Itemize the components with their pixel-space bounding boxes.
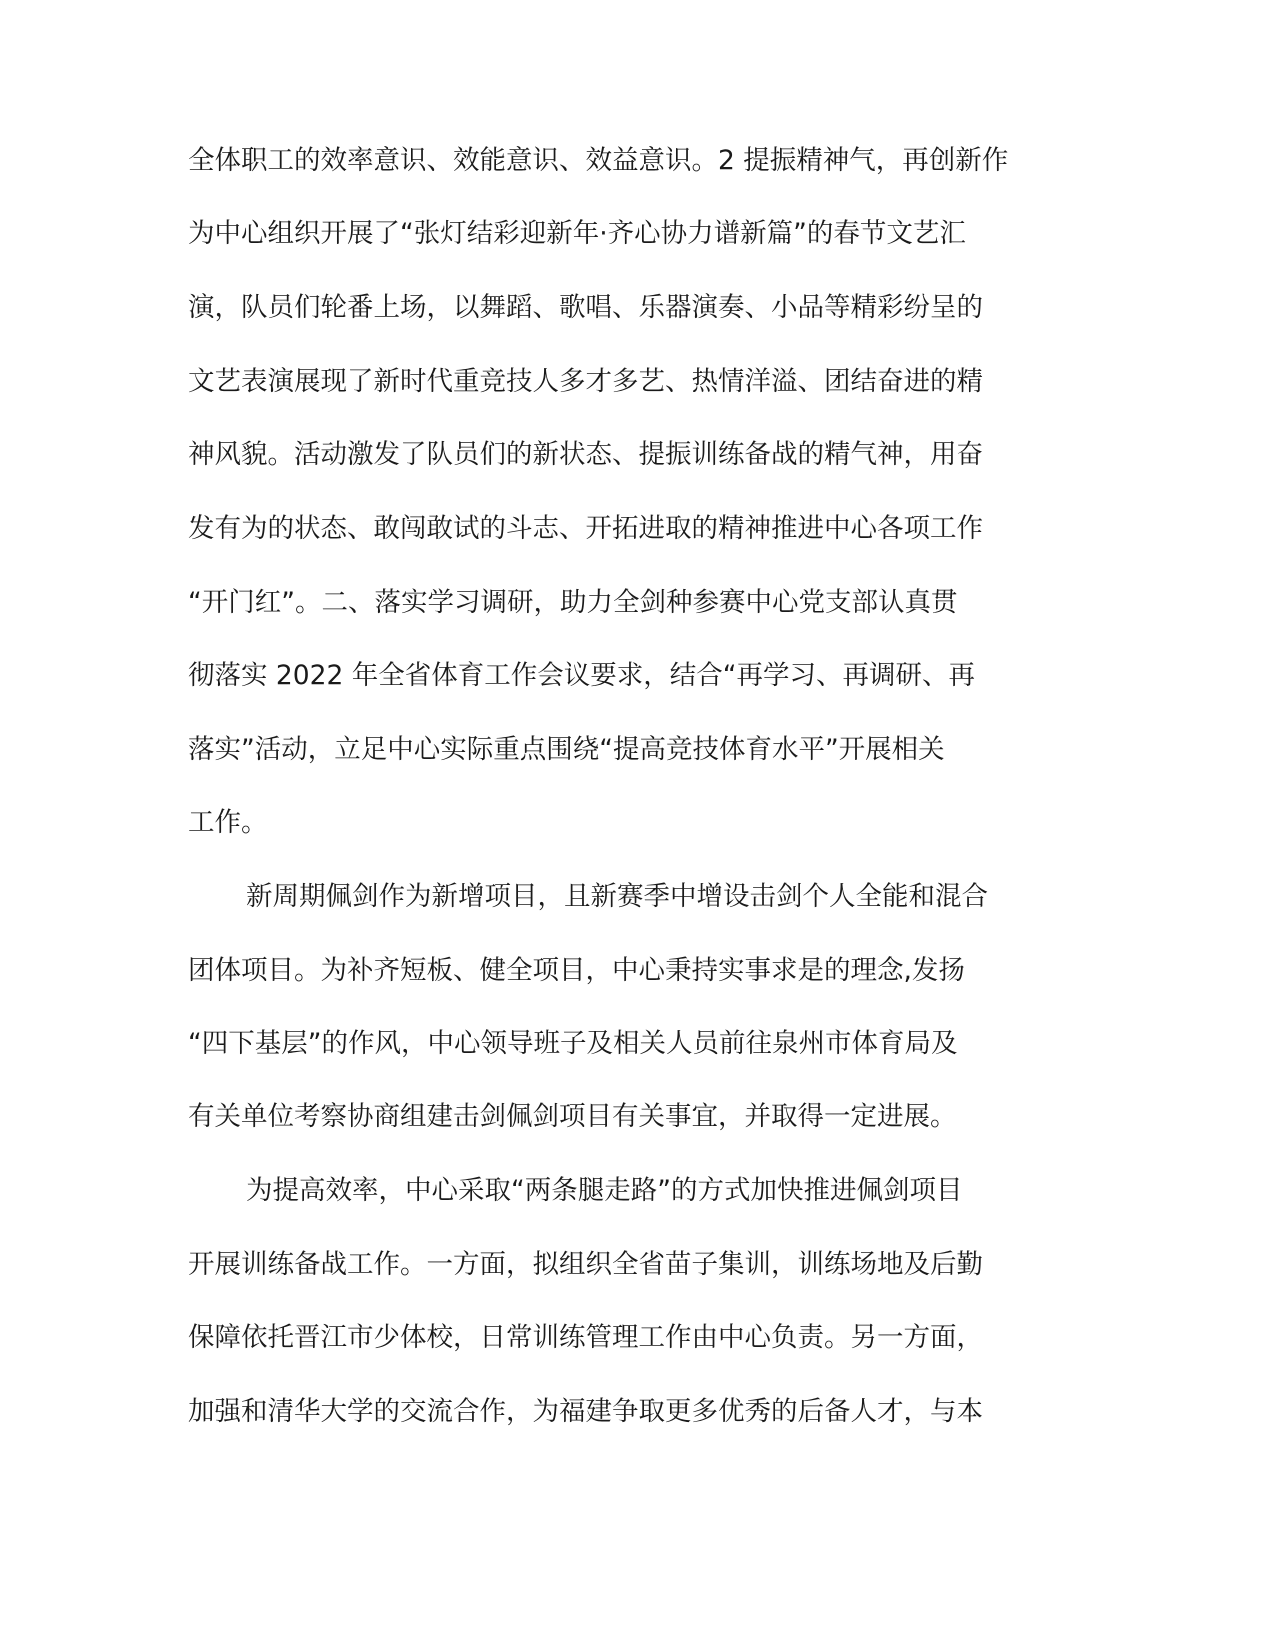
text-line: 团体项目。为补齐短板、健全项目，中心秉持实事求是的理念,发扬	[188, 955, 965, 986]
text-line: 神风貌。活动激发了队员们的新状态、提振训练备战的精气神，用奋	[188, 439, 983, 470]
text-line: 开展训练备战工作。一方面，拟组织全省苗子集训，训练场地及后勤	[188, 1249, 983, 1280]
text-line: 文艺表演展现了新时代重竞技人多才多艺、热情洋溢、团结奋进的精	[188, 366, 983, 397]
text-line: 彻落实 2022 年全省体育工作会议要求，结合“再学习、再调研、再	[188, 660, 976, 691]
paragraph-first-line: 新周期佩剑作为新增项目，且新赛季中增设击剑个人全能和混合	[246, 881, 988, 912]
text-line: 工作。	[188, 807, 268, 838]
text-line: “开门红”。二、落实学习调研，助力全剑种参赛中心党支部认真贯	[188, 587, 958, 618]
text-line: 全体职工的效率意识、效能意识、效益意识。2 提振精神气，再创新作	[188, 145, 1009, 176]
text-line: 加强和清华大学的交流合作，为福建争取更多优秀的后备人才，与本	[188, 1396, 983, 1427]
text-line: “四下基层”的作风，中心领导班子及相关人员前往泉州市体育局及	[188, 1028, 958, 1059]
text-line: 为中心组织开展了“张灯结彩迎新年·齐心协力谱新篇”的春节文艺汇	[188, 218, 966, 249]
text-line: 有关单位考察协商组建击剑佩剑项目有关事宜，并取得一定进展。	[188, 1101, 957, 1132]
text-line: 落实”活动，立足中心实际重点围绕“提高竞技体育水平”开展相关	[188, 734, 945, 765]
text-line: 保障依托晋江市少体校，日常训练管理工作由中心负责。另一方面，	[188, 1322, 983, 1353]
paragraph-first-line: 为提高效率，中心采取“两条腿走路”的方式加快推进佩剑项目	[246, 1175, 963, 1206]
text-line: 演，队员们轮番上场，以舞蹈、歌唱、乐器演奏、小品等精彩纷呈的	[188, 292, 983, 323]
text-line: 发有为的状态、敢闯敢试的斗志、开拓进取的精神推进中心各项工作	[188, 513, 983, 544]
